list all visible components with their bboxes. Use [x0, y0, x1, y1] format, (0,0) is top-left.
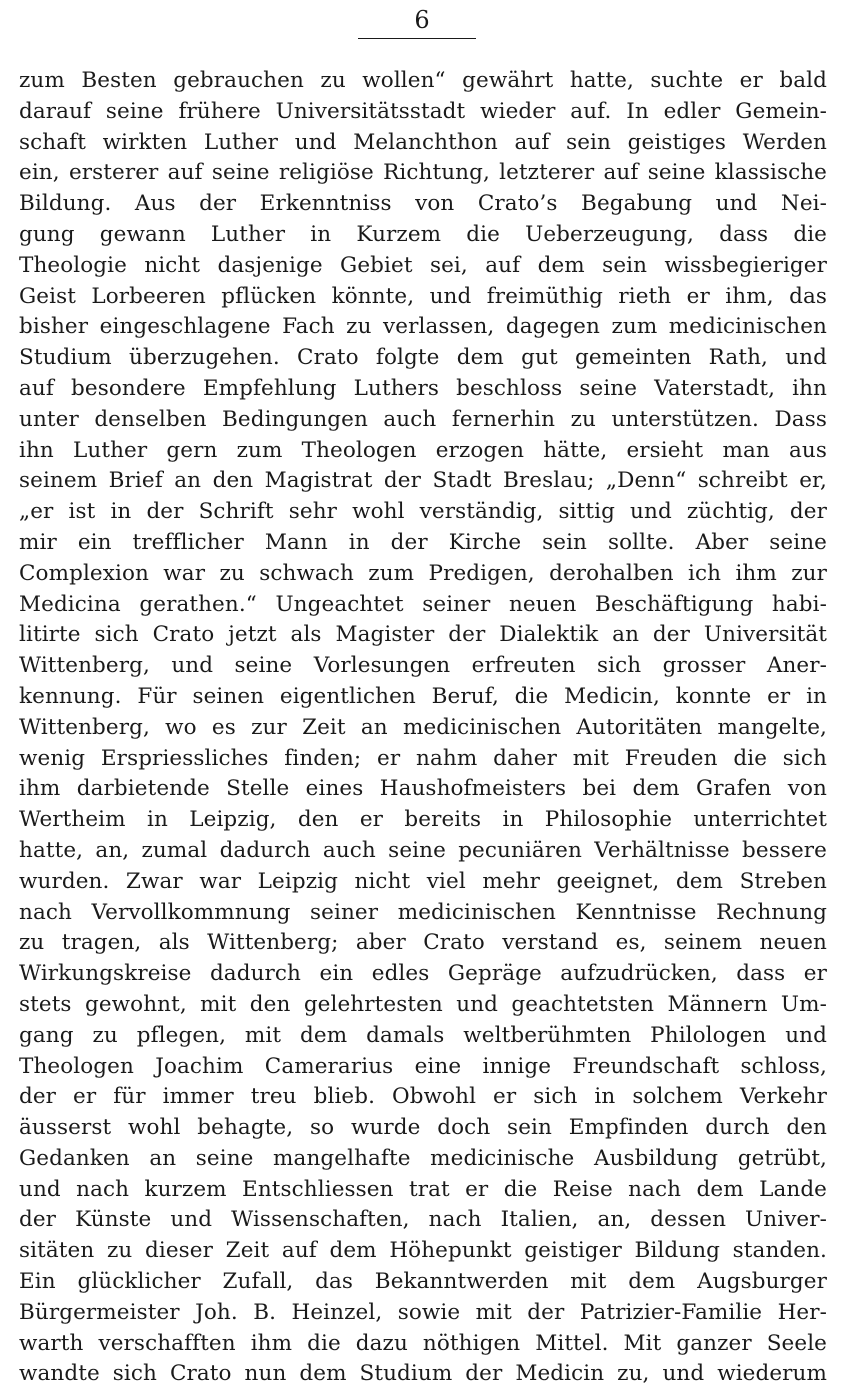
body-text	[19, 66, 827, 1390]
text-line: auf besondere Empfehlung Luthers beschloss seine Vaterstadt, ihn	[19, 375, 827, 401]
text-line: wurden. Zwar war Leipzig nicht viel mehr geeignet, dem Streben	[19, 868, 827, 894]
text-line: Wittenberg, wo es zur Zeit an medicinischen Autoritäten mangelte,	[19, 714, 827, 740]
header-rule	[358, 38, 476, 39]
text-line: der er für immer treu blieb. Obwohl er sich in solchem Verkehr	[19, 1084, 827, 1110]
text-line: zum Besten gebrauchen zu wollen“ gewährt hatte, suchte er bald	[19, 68, 827, 93]
text-line: warth verschafften ihm die dazu nöthigen Mittel. Mit ganzer Seele	[19, 1330, 827, 1356]
text-line: mir ein trefflicher Mann in der Kirche sein sollte. Aber seine	[19, 529, 827, 555]
text-line: litirte sich Crato jetzt als Magister der Dialektik an der Universität	[19, 622, 827, 648]
text-line: ein, ersterer auf seine religiöse Richtung, letzterer auf seine klassische	[19, 160, 827, 186]
text-line: Medicina gerathen.“ Ungeachtet seiner neuen Beschäftigung habi-	[19, 591, 827, 617]
text-line: ihm darbietende Stelle eines Haushofmeisters bei dem Grafen von	[19, 776, 827, 802]
text-line: und nach kurzem Entschliessen trat er die Reise nach dem Lande	[19, 1176, 827, 1202]
text-line: Studium überzugehen. Crato folgte dem gut gemeinten Rath, und	[19, 345, 827, 371]
text-line: äusserst wohl behagte, so wurde doch sein Empfinden durch den	[19, 1115, 827, 1141]
text-line: nach Vervollkommnung seiner medicinischen Kenntnisse Rechnung	[19, 899, 827, 925]
text-line: Ein glücklicher Zufall, das Bekanntwerden mit dem Augsburger	[19, 1269, 827, 1295]
text-line: Bildung. Aus der Erkenntniss von Crato’s Begabung und Nei-	[19, 191, 827, 217]
text-line: unter denselben Bedingungen auch fernerhin zu unterstützen. Dass	[19, 406, 827, 432]
text-line: Theologie nicht dasjenige Gebiet sei, auf dem sein wissbegieriger	[19, 252, 827, 278]
text-line: Geist Lorbeeren pflücken könnte, und freimüthig rieth er ihm, das	[19, 283, 827, 309]
text-line: bisher eingeschlagene Fach zu verlassen, dagegen zum medicinischen	[19, 314, 827, 340]
text-line: gung gewann Luther in Kurzem die Ueberzeugung, dass die	[19, 221, 827, 247]
text-line: zu tragen, als Wittenberg; aber Crato verstand es, seinem neuen	[19, 930, 827, 956]
text-line: Bürgermeister Joh. B. Heinzel, sowie mit der Patrizier-Familie Her-	[19, 1299, 827, 1325]
text-line: stets gewohnt, mit den gelehrtesten und geachtetsten Männern Um-	[19, 991, 827, 1017]
page-number: 6	[414, 6, 430, 34]
text-line: Wittenberg, und seine Vorlesungen erfreuten sich grosser Aner-	[19, 653, 827, 679]
text-line: „er ist in der Schrift sehr wohl verständig, sittig und züchtig, der	[19, 499, 827, 525]
text-line: der Künste und Wissenschaften, nach Italien, an, dessen Univer-	[19, 1207, 827, 1233]
text-line: Theologen Joachim Camerarius eine innige Freundschaft schloss,	[19, 1053, 827, 1079]
text-line: ihn Luther gern zum Theologen erzogen hätte, ersieht man aus	[19, 437, 827, 463]
text-line: wandte sich Crato nun dem Studium der Medicin zu, und wiederum	[19, 1361, 827, 1387]
text-line: seinem Brief an den Magistrat der Stadt Breslau; „Denn“ schreibt er,	[19, 468, 827, 494]
text-line: kennung. Für seinen eigentlichen Beruf, die Medicin, konnte er in	[19, 683, 827, 709]
text-line: Wirkungskreise dadurch ein edles Gepräge aufzudrücken, dass er	[19, 961, 827, 987]
text-line: sitäten zu dieser Zeit auf dem Höhepunkt geistiger Bildung standen.	[19, 1238, 827, 1264]
text-line: darauf seine frühere Universitätsstadt wieder auf. In edler Gemein-	[19, 98, 827, 124]
text-line: gang zu pflegen, mit dem damals weltberühmten Philologen und	[19, 1022, 827, 1048]
text-line: schaft wirkten Luther und Melanchthon auf sein geistiges Werden	[19, 129, 827, 155]
text-line: hatte, an, zumal dadurch auch seine pecuniären Verhältnisse bessere	[19, 837, 827, 863]
text-line: Gedanken an seine mangelhafte medicinische Ausbildung getrübt,	[19, 1145, 827, 1171]
text-line: wenig Erspriessliches finden; er nahm daher mit Freuden die sich	[19, 745, 827, 771]
text-line: Wertheim in Leipzig, den er bereits in Philosophie unterrichtet	[19, 807, 827, 833]
text-line: Complexion war zu schwach zum Predigen, derohalben ich ihm zur	[19, 560, 827, 586]
